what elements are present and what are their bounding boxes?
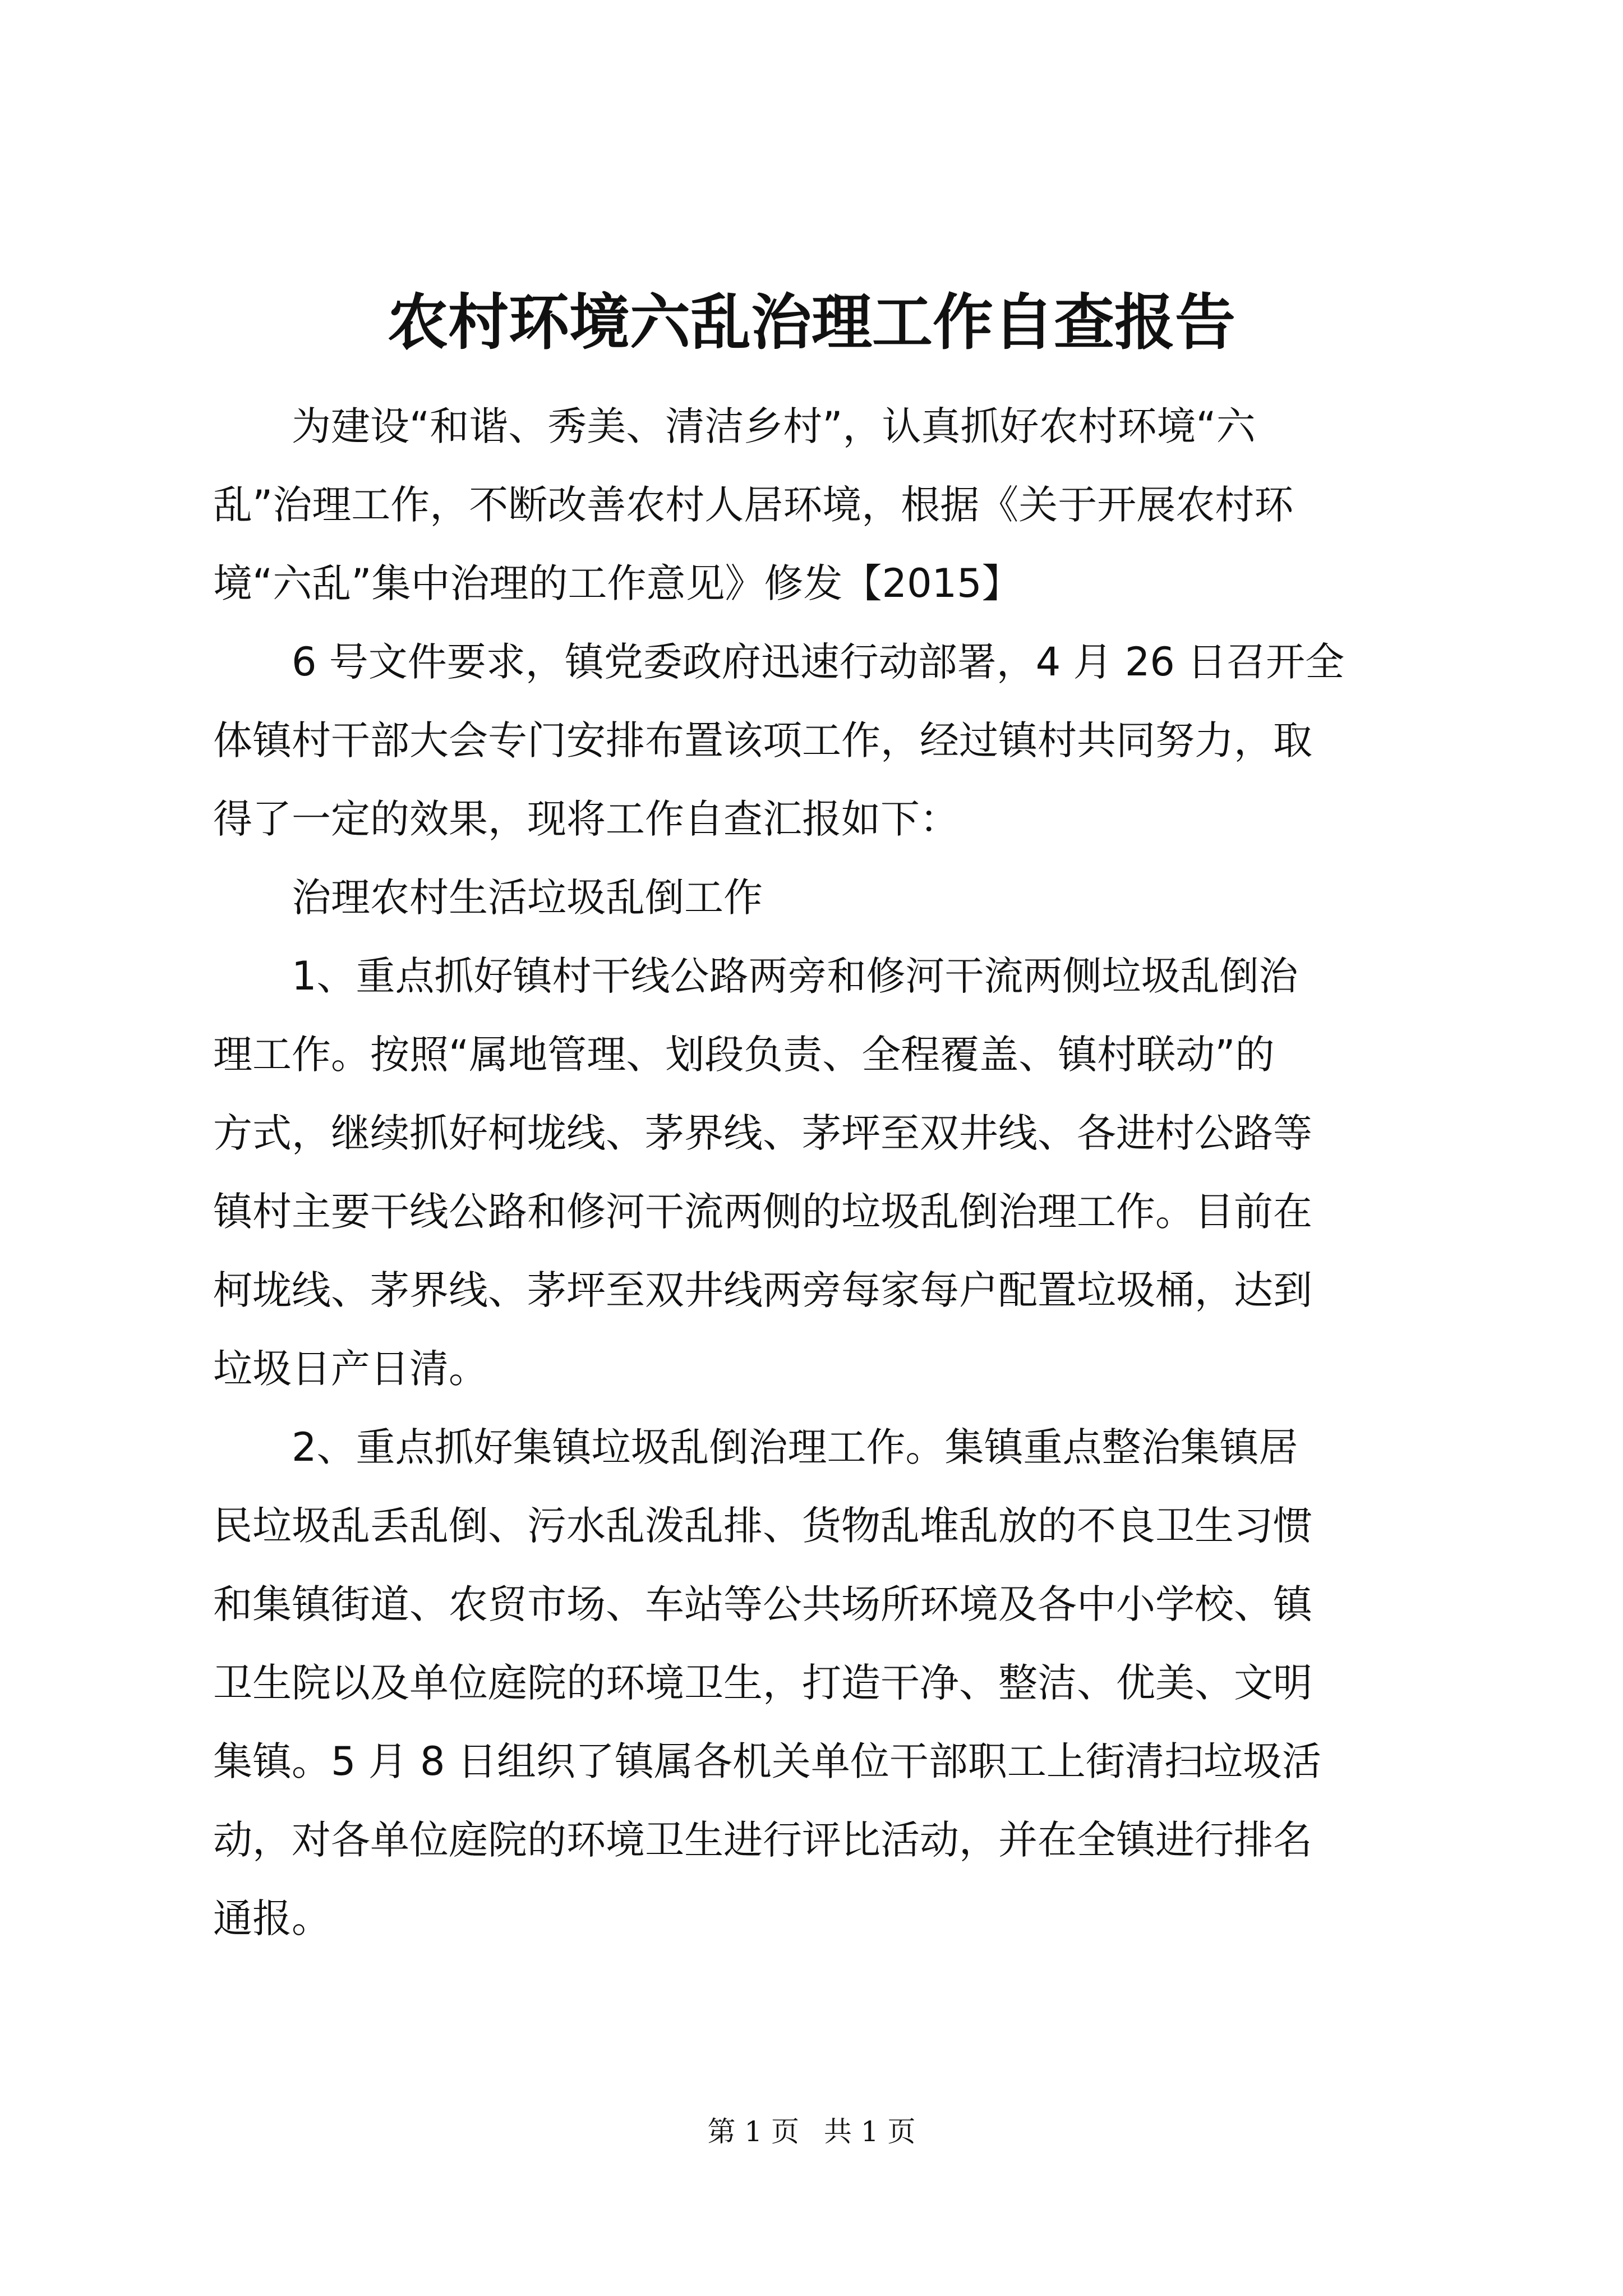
text-line: 垃圾日产日清。 (213, 1346, 488, 1392)
text-line: 理工作。按照“属地管理、划段负责、全程覆盖、镇村联动”的 (213, 1032, 1275, 1078)
text-line: 1、重点抓好镇村干线公路两旁和修河干流两侧垃圾乱倒治 (292, 953, 1298, 999)
text-line: 和集镇街道、农贸市场、车站等公共场所环境及各中小学校、镇 (213, 1581, 1312, 1627)
text-line: 6 号文件要求，镇党委政府迅速行动部署，4 月 26 日召开全 (292, 639, 1345, 685)
page-count: 共 1 页 (823, 2115, 916, 2148)
paragraph-item-2 (213, 1408, 1410, 1958)
document-title: 农村环境六乱治理工作自查报告 (387, 287, 1235, 358)
paragraph-intro-2 (213, 623, 1410, 858)
text-line: 卫生院以及单位庭院的环境卫生，打造干净、整洁、优美、文明 (213, 1660, 1312, 1706)
text-line: 动，对各单位庭院的环境卫生进行评比活动，并在全镇进行排名 (213, 1817, 1312, 1863)
paragraph-item-1 (213, 937, 1410, 1408)
section-heading (213, 858, 1410, 937)
text-line: 柯垅线、茅界线、茅坪至双井线两旁每家每户配置垃圾桶，达到 (213, 1267, 1312, 1313)
text-line: 通报。 (213, 1895, 331, 1941)
text-line: 体镇村干部大会专门安排布置该项工作，经过镇村共同努力，取 (213, 717, 1312, 763)
text-line: 镇村主要干线公路和修河干流两侧的垃圾乱倒治理工作。目前在 (213, 1189, 1312, 1235)
text-line: 民垃圾乱丢乱倒、污水乱泼乱排、货物乱堆乱放的不良卫生习惯 (213, 1503, 1312, 1549)
text-line: 方式，继续抓好柯垅线、茅界线、茅坪至双井线、各进村公路等 (213, 1110, 1312, 1156)
text-line: 2、重点抓好集镇垃圾乱倒治理工作。集镇重点整治集镇居 (292, 1424, 1298, 1470)
text-line: 得了一定的效果，现将工作自查汇报如下： (213, 796, 959, 842)
text-line: 为建设“和谐、秀美、清洁乡村”，认真抓好农村环境“六 (292, 403, 1256, 449)
text-line: 乱”治理工作，不断改善农村人居环境，根据《关于开展农村环 (213, 482, 1294, 528)
text-line: 治理农村生活垃圾乱倒工作 (292, 875, 763, 921)
text-line: 境“六乱”集中治理的工作意见》修发【2015】 (213, 560, 1021, 606)
paragraph-intro-1 (213, 387, 1410, 623)
text-line: 集镇。5 月 8 日组织了镇属各机关单位干部职工上街清扫垃圾活 (213, 1738, 1321, 1784)
page-number: 第 1 页 (707, 2115, 800, 2148)
document-body (213, 387, 1410, 1958)
page-footer (0, 2109, 1623, 2154)
